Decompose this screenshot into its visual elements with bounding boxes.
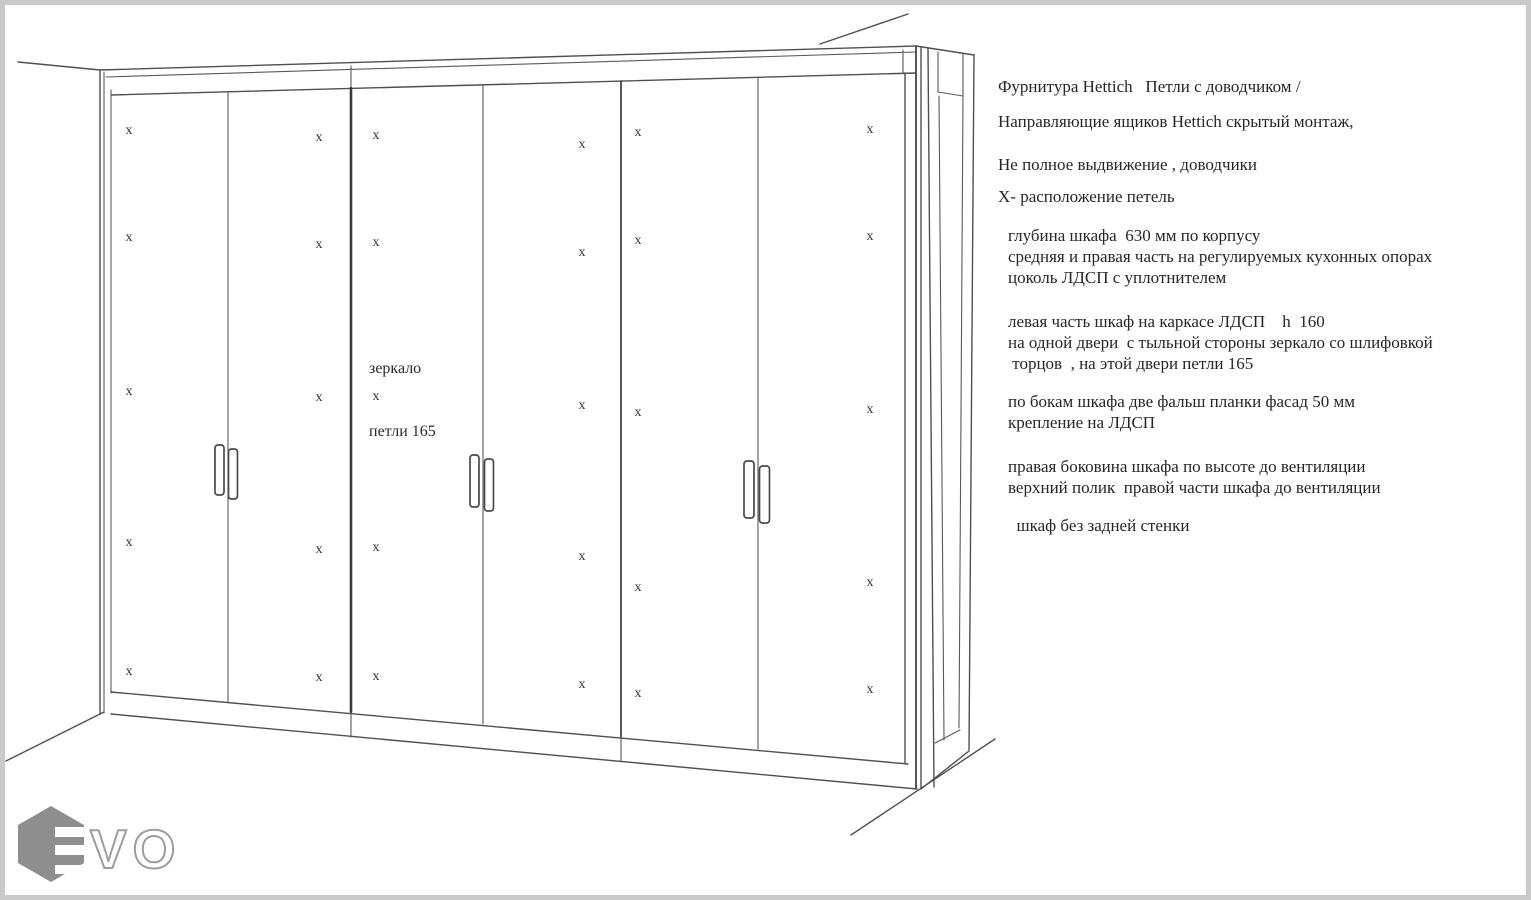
hinge-mark: x	[315, 670, 323, 685]
hinge-mark: x	[578, 245, 586, 260]
annotation-line: по бокам шкафа две фальш планки фасад 50 мм	[1008, 392, 1356, 411]
annotation-line: на одной двери с тыльной стороны зеркало со шлифовкой	[1008, 333, 1433, 352]
annotation-line: Направляющие ящиков Hettich скрытый монтаж,	[998, 112, 1354, 131]
annotation-paragraph	[1008, 225, 1432, 288]
annotation-line: торцов , на этой двери петли 165	[1008, 354, 1254, 373]
hinge-mark: x	[125, 384, 133, 399]
hinge-mark: x	[866, 575, 874, 590]
hinge-mark: x	[866, 122, 874, 137]
hinge-mark: x	[125, 123, 133, 138]
hinge-mark: x	[634, 233, 642, 248]
annotation-paragraph	[1008, 456, 1381, 498]
logo-letters: VO	[90, 818, 182, 880]
annotation-line: верхний полик правой части шкафа до вентиляции	[1008, 478, 1381, 497]
annotation-line: крепление на ЛДСП	[1008, 413, 1156, 432]
hinge-mark: x	[866, 402, 874, 417]
annotation-line: глубина шкафа 630 мм по корпусу	[1008, 226, 1261, 245]
hinge-mark: x	[634, 405, 642, 420]
annotation-line: левая часть шкаф на каркасе ЛДСП h 160	[1008, 312, 1325, 331]
hinge-mark: x	[372, 540, 380, 555]
evo-logo	[10, 795, 210, 890]
annotation-line: шкаф без задней стенки	[1008, 516, 1190, 535]
hinge-mark: x	[125, 230, 133, 245]
hinge-mark: x	[125, 535, 133, 550]
hinge-mark: x	[372, 128, 380, 143]
mirror-label-line: петли 165	[369, 423, 436, 440]
annotation-line: Не полное выдвижение , доводчики	[998, 155, 1258, 174]
logo-e-stripes	[55, 827, 88, 874]
hinge-mark: x	[315, 542, 323, 557]
annotation-line: Х- расположение петель	[998, 187, 1175, 206]
hinge-mark: x	[372, 669, 380, 684]
hinge-mark: x	[866, 682, 874, 697]
hinge-mark: x	[315, 390, 323, 405]
annotation-line: Фурнитура Hettich Петли с доводчиком /	[998, 77, 1301, 96]
hinge-mark: x	[578, 398, 586, 413]
hinge-mark: x	[315, 130, 323, 145]
hinge-mark: x	[125, 664, 133, 679]
annotation-paragraph	[1008, 515, 1189, 536]
hinge-mark: x	[866, 229, 874, 244]
annotation-line: средняя и правая часть на регулируемых кухонных опорах	[1008, 247, 1433, 266]
hinge-mark: x	[372, 389, 380, 404]
annotation-line: цоколь ЛДСП с уплотнителем	[1008, 268, 1227, 287]
hinge-mark: x	[634, 686, 642, 701]
hinge-mark: x	[578, 677, 586, 692]
hinge-mark: x	[372, 235, 380, 250]
annotation-paragraph	[1008, 391, 1355, 433]
annotation-paragraph	[1008, 311, 1433, 374]
hinge-mark: x	[578, 137, 586, 152]
mirror-label-line: зеркало	[369, 360, 422, 377]
annotation-line: правая боковина шкафа по высоте до вентиляции	[1008, 457, 1366, 476]
hinge-mark: x	[634, 580, 642, 595]
hinge-mark: x	[315, 237, 323, 252]
hinge-mark: x	[634, 125, 642, 140]
hinge-mark: x	[578, 549, 586, 564]
